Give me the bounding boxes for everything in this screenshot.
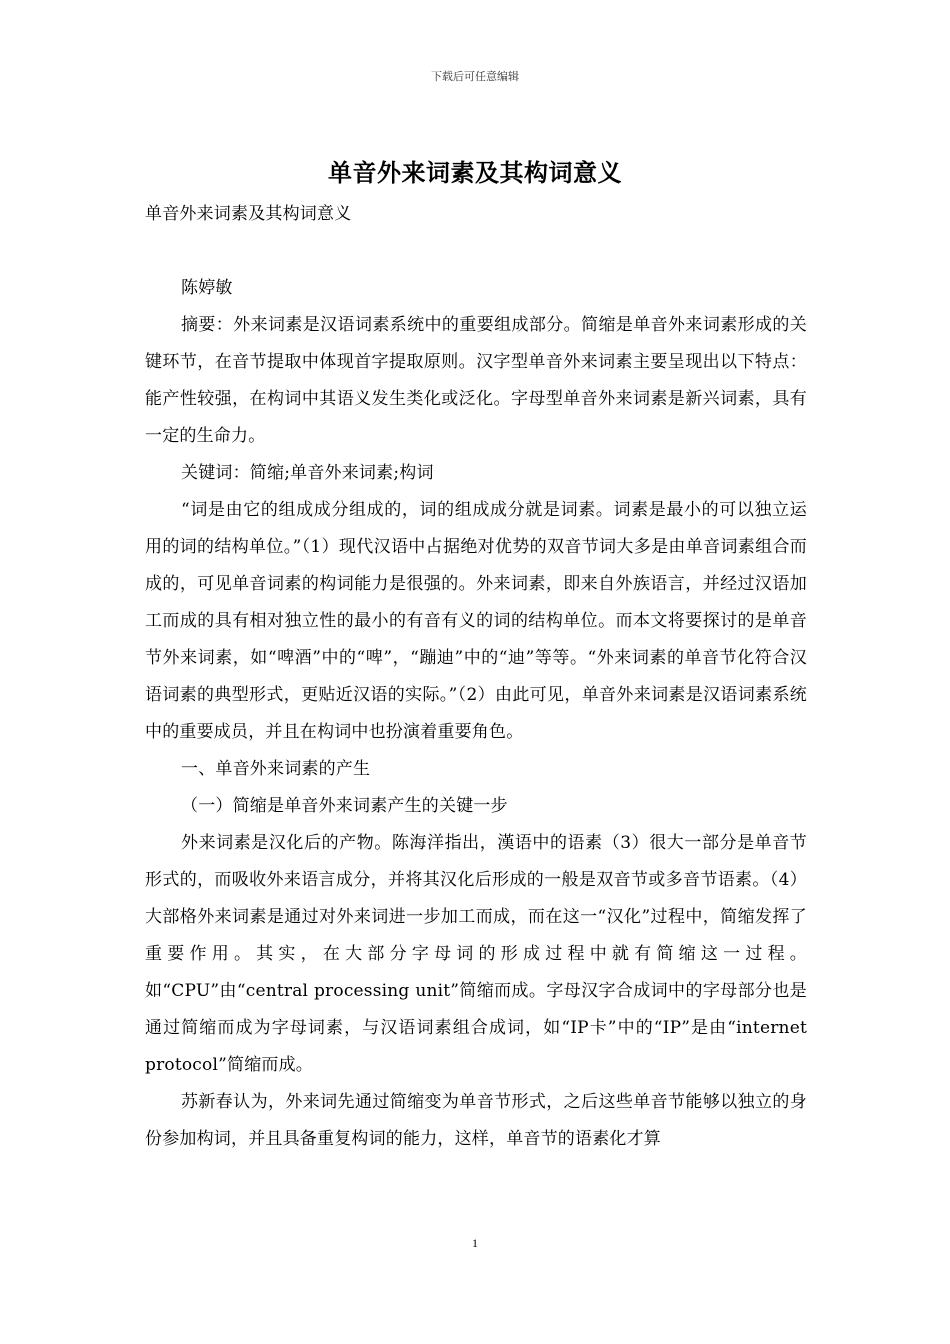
abstract-paragraph: 摘要：外来词素是汉语词素系统中的重要组成部分。简缩是单音外来词素形成的关键环节，在音节提取中体现首字提取原则。汉字型单音外来词素主要呈现出以下特点：能产性较强，在构词中其语义发生类化或泛化。字母型单音外来词素是新兴词素，具有一定的生命力。 <box>145 315 807 446</box>
document-title: 单音外来词素及其构词意义 <box>328 159 622 187</box>
author-name: 陈婷敏 <box>181 278 233 298</box>
section-heading: 一、单音外来词素的产生 <box>181 759 371 779</box>
keywords-paragraph: 关键词：简缩;单音外来词素;构词 <box>181 463 434 483</box>
subtitle: 单音外来词素及其构词意义 <box>145 204 352 224</box>
body-paragraph: “词是由它的组成成分组成的，词的组成成分就是词素。词素是最小的可以独立运用的词的结构单位。”（1）现代汉语中占据绝对优势的双音节词大多是由单音词素组合而成的，可见单音词素的构词能力是很强的。外来词素，即来自外族语言，并经过汉语加工而成的具有相对独立性的最小的有音有义的词的结构单位。而本文将要探讨的是单音节外来词素，如“啤酒”中的“啤”，“蹦迪”中的“迪”等等。“外来词素的单音节化符合汉语词素的典型形式，更贴近汉语的实际。”（2）由此可见，单音外来词素是汉语词素系统中的重要成员，并且在构词中也扮演着重要角色。 <box>145 500 807 742</box>
document-body <box>145 196 807 1158</box>
subsection-heading: （一）简缩是单音外来词素产生的关键一步 <box>181 796 508 816</box>
page-number: 1 <box>472 1236 478 1250</box>
body-paragraph: 外来词素是汉化后的产物。陈海洋指出，漢语中的语素（3）很大一部分是单音节形式的，而吸收外来语言成分，并将其汉化后形成的一般是双音节或多音节语素。（4）大部格外来词素是通过对外来词进一步加工而成，而在这一“汉化”过程中，简缩发挥了重要作用。其实，在大部分字母词的形成过程中就有简缩这一过程。如“CPU”由“central processing unit”简缩而成。字母汉字合成词中的字母部分也是通过简缩而成为字母词素，与汉语词素组合成词，如“IP卡”中的“IP”是由“internet protocol”简缩而成。 <box>145 833 807 1075</box>
header-note: 下载后可任意编辑 <box>431 70 519 83</box>
body-paragraph: 苏新春认为，外来词先通过简缩变为单音节形式，之后这些单音节能够以独立的身份参加构词，并且具备重复构词的能力，这样，单音节的语素化才算 <box>145 1092 807 1149</box>
